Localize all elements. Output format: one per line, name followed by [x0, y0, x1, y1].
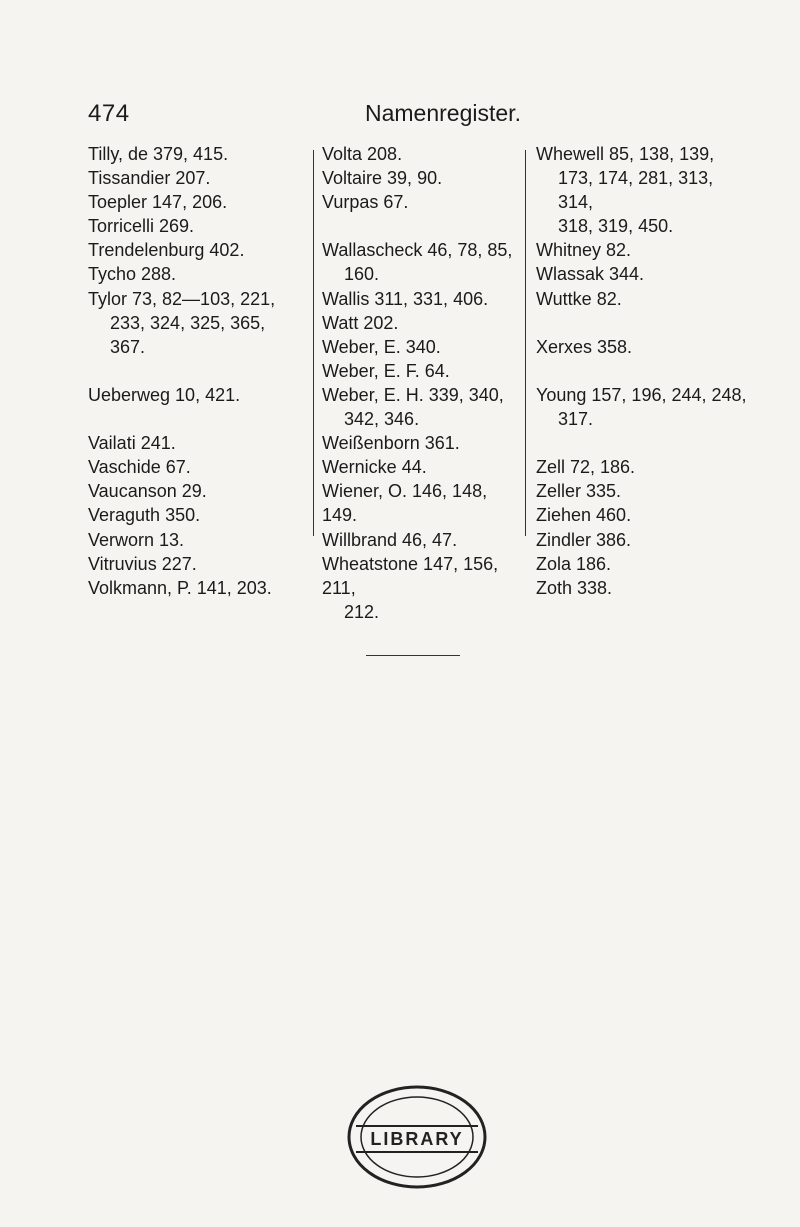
index-entry: Willbrand 46, 47.	[322, 529, 458, 550]
index-entry: Tilly, de 379, 415.	[88, 144, 229, 164]
index-entry: Tycho 288.	[88, 264, 177, 285]
stamp-label: LIBRARY	[370, 1129, 464, 1149]
index-entry: Verworn 13.	[88, 529, 185, 550]
index-entry: Tylor 73, 82—103, 221,	[88, 288, 276, 309]
index-entry: Volta 208.	[322, 144, 403, 164]
index-entry: Zindler 386.	[536, 529, 632, 550]
index-entry: Voltaire 39, 90.	[322, 168, 443, 189]
index-entry: Ziehen 460.	[536, 505, 632, 526]
entry-gap	[88, 407, 303, 431]
index-entry: Weber, E. H. 339, 340,	[322, 384, 504, 405]
index-entry-continuation: 173, 174, 281, 313, 314,	[558, 168, 714, 213]
index-entry: Vaucanson 29.	[88, 481, 207, 502]
index-entry-continuation: 160.	[344, 264, 380, 285]
index-entry: Torricelli 269.	[88, 216, 195, 237]
index-entry: Zola 186.	[536, 553, 612, 574]
index-entry: Veraguth 350.	[88, 505, 201, 526]
index-entry: Wheatstone 147, 156, 211,	[322, 553, 499, 598]
index-entry: Xerxes 358.	[536, 336, 633, 357]
index-column-2	[322, 142, 522, 624]
entry-gap	[536, 311, 751, 335]
index-entry-continuation: 342, 346.	[344, 409, 420, 430]
index-entry: Toepler 147, 206.	[88, 192, 228, 213]
index-entry: Vurpas 67.	[322, 192, 409, 213]
index-entry: Zeller 335.	[536, 481, 622, 502]
index-entry: Wernicke 44.	[322, 457, 427, 478]
index-entry: Weißenborn 361.	[322, 433, 460, 454]
index-entry: Zell 72, 186.	[536, 457, 636, 478]
index-entry: Wiener, O. 146, 148, 149.	[322, 481, 488, 526]
entry-gap	[536, 359, 751, 383]
index-entry: Ueberweg 10, 421.	[88, 384, 241, 405]
index-entry-continuation: 233, 324, 325, 365, 367.	[110, 312, 266, 357]
index-entry: Vailati 241.	[88, 433, 176, 454]
index-entry: Wallascheck 46, 78, 85,	[322, 240, 513, 261]
page-number: 474	[88, 100, 130, 127]
index-entry: Wallis 311, 331, 406.	[322, 288, 489, 309]
index-entry: Watt 202.	[322, 312, 399, 333]
entry-gap	[88, 359, 303, 383]
index-entry: Trendelenburg 402.	[88, 240, 245, 261]
column-rule	[525, 150, 526, 536]
index-entry: Wuttke 82.	[536, 288, 622, 309]
index-entry: Vaschide 67.	[88, 457, 191, 478]
index-entry: Volkmann, P. 141, 203.	[88, 577, 272, 598]
index-entry-continuation: 212.	[344, 601, 380, 622]
index-entry: Whewell 85, 138, 139,	[536, 144, 715, 164]
index-entry: Vitruvius 227.	[88, 553, 197, 574]
index-entry: Tissandier 207.	[88, 168, 211, 189]
index-entry: Whitney 82.	[536, 240, 632, 261]
index-entry-continuation: 318, 319, 450.	[558, 216, 674, 237]
index-entry: Weber, E. F. 64.	[322, 360, 450, 381]
index-entry: Weber, E. 340.	[322, 336, 441, 357]
index-entry: Wlassak 344.	[536, 264, 645, 285]
library-stamp	[342, 1082, 492, 1192]
index-column-1	[88, 142, 303, 600]
entry-gap	[322, 214, 522, 238]
entry-gap	[536, 431, 751, 455]
end-rule	[366, 655, 460, 656]
column-rule	[313, 150, 314, 536]
index-entry-continuation: 317.	[558, 409, 594, 430]
running-head: Namenregister.	[365, 100, 521, 126]
index-entry: Zoth 338.	[536, 577, 613, 598]
index-column-3	[536, 142, 751, 600]
index-entry: Young 157, 196, 244, 248,	[536, 384, 747, 405]
